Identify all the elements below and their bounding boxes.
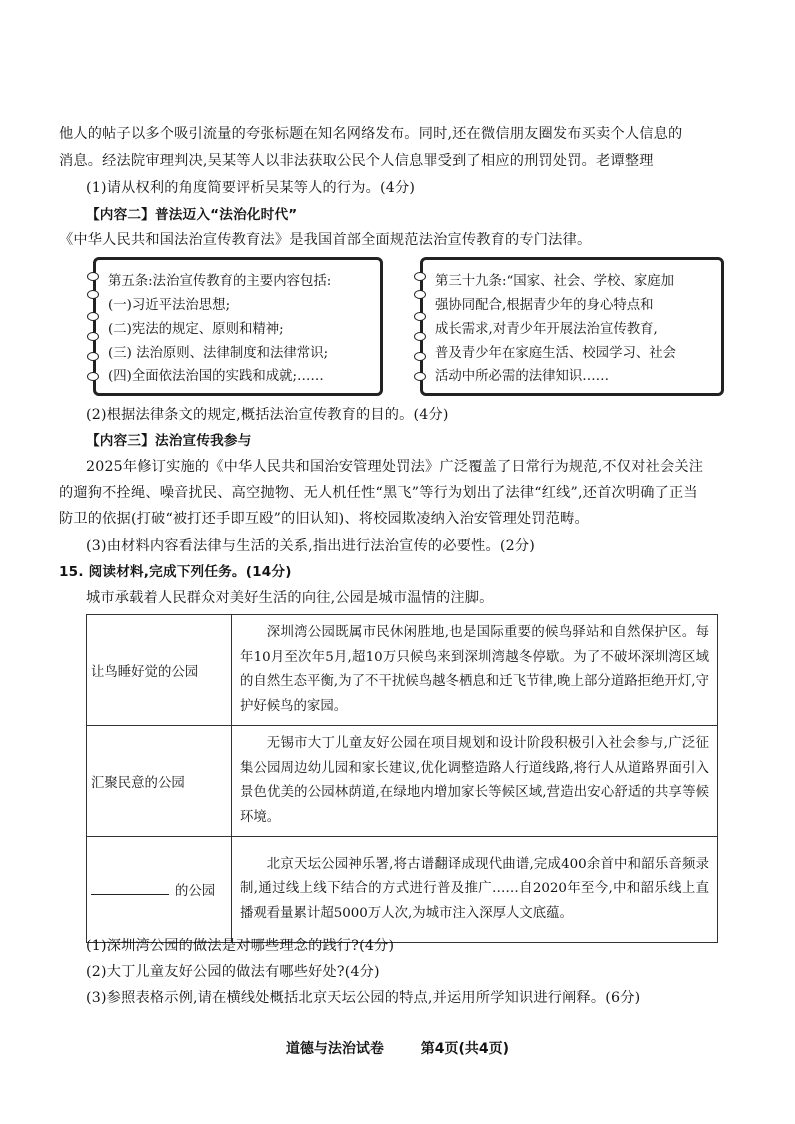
table-row <box>87 837 718 943</box>
question-15-1: (1)深圳湾公园的做法是对哪些理念的践行?(4分) <box>86 938 395 954</box>
binder-ring-icon <box>414 272 426 281</box>
paragraph-line: 2025年修订实施的《中华人民共和国治安管理处罚法》广泛覆盖了日常行为规范,不仅对社会关注 <box>86 459 704 475</box>
page-footer <box>0 1038 795 1058</box>
footer-page-number: 第4页(共4页) <box>420 1041 510 1057</box>
binder-ring-icon <box>87 372 99 381</box>
binder-ring-icon <box>414 372 426 381</box>
binder-ring-icon <box>414 332 426 341</box>
table-row <box>87 726 718 837</box>
box-line: 强协同配合,根据青少年的身心特点和 <box>435 298 654 313</box>
binder-ring-icon <box>87 332 99 341</box>
paragraph-line: 的遛狗不拴绳、噪音扰民、高空抛物、无人机任性“黑飞”等行为划出了法律“红线”,还首次明确了正当 <box>59 485 698 501</box>
section-2-heading: 【内容二】普法迈入“法治化时代” <box>86 207 298 223</box>
question-15-title: 15. 阅读材料,完成下列任务。(14分) <box>59 564 292 580</box>
park-name-cell <box>87 837 232 943</box>
box-line: 第五条:法治宣传教育的主要内容包括: <box>108 274 332 289</box>
binder-ring-icon <box>87 312 99 321</box>
question-1: (1)请从权利的角度简要评析吴某等人的行为。(4分) <box>86 180 416 196</box>
box-line: 普及青少年在家庭生活、校园学习、社会 <box>435 346 677 361</box>
park-name: 的公园 <box>175 884 216 899</box>
section-2-intro: 《中华人民共和国法治宣传教育法》是我国首部全面规范法治宣传教育的专门法律。 <box>59 232 592 248</box>
law-article-39-box <box>420 257 724 396</box>
box-line: 第三十九条:“国家、社会、学校、家庭加 <box>435 274 674 289</box>
box-line: (二)宪法的规定、原则和精神; <box>108 322 284 337</box>
law-article-5-box <box>93 257 383 396</box>
parks-table <box>86 614 718 943</box>
park-name-cell <box>87 726 232 837</box>
park-name: 汇聚民意的公园 <box>91 775 185 791</box>
question-15-3: (3)参照表格示例,请在横线处概括北京天坛公园的特点,并运用所学知识进行阐释。(6分) <box>86 990 641 1006</box>
binder-ring-icon <box>414 312 426 321</box>
box-line: (一)习近平法治思想; <box>108 298 231 313</box>
park-name-cell <box>87 615 232 726</box>
binder-ring-icon <box>87 272 99 281</box>
answer-blank[interactable] <box>91 880 169 895</box>
park-description: 北京天坛公园神乐署,将古谱翻译成现代曲谱,完成400余首中和韶乐音频录制,通过线上线下结合的方式进行普及推广……自2020年至今,中和韶乐线上直播观看量累计超5000万人次,为城市注入深厚人文底蕴。 <box>232 837 718 943</box>
paragraph-line: 消息。经法院审理判决,吴某等人以非法获取公民个人信息罪受到了相应的刑罚处罚。老谭整理 <box>59 153 654 169</box>
question-15-2: (2)大丁儿童友好公园的做法有哪些好处?(4分) <box>86 964 380 980</box>
binder-ring-icon <box>87 352 99 361</box>
footer-subject: 道德与法治试卷 <box>285 1041 384 1057</box>
paragraph-line: 他人的帖子以多个吸引流量的夸张标题在知名网络发布。同时,还在微信朋友圈发布买卖个人信息的 <box>59 126 683 142</box>
section-3-heading: 【内容三】法治宣传我参与 <box>86 433 252 449</box>
box-line: (四)全面依法治国的实践和成就;…… <box>108 369 324 384</box>
box-line: 活动中所必需的法律知识…… <box>435 369 610 384</box>
question-2: (2)根据法律条文的规定,概括法治宣传教育的目的。(4分) <box>86 407 449 423</box>
park-description: 深圳湾公园既属市民休闲胜地,也是国际重要的候鸟驿站和自然保护区。每年10月至次年5月,超10万只候鸟来到深圳湾越冬停歇。为了不破坏深圳湾区域的自然生态平衡,为了不干扰候鸟越冬栖息和迁飞节律,晚上部分道路拒绝开灯,守护好候鸟的家园。 <box>232 615 718 726</box>
box-line: 成长需求,对青少年开展法治宣传教育, <box>435 322 658 337</box>
binder-ring-icon <box>87 290 99 299</box>
question-15-intro: 城市承载着人民群众对美好生活的向往,公园是城市温情的注脚。 <box>86 590 494 606</box>
table-row <box>87 615 718 726</box>
question-3: (3)由材料内容看法律与生活的关系,指出进行法治宣传的必要性。(2分) <box>86 538 535 554</box>
binder-ring-icon <box>414 290 426 299</box>
park-name: 让鸟睡好觉的公园 <box>91 664 199 680</box>
binder-ring-icon <box>414 352 426 361</box>
paragraph-line: 防卫的依据(打破“被打还手即互殴”的旧认知)、将校园欺凌纳入治安管理处罚范畴。 <box>59 511 589 527</box>
park-description: 无锡市大丁儿童友好公园在项目规划和设计阶段积极引入社会参与,广泛征集公园周边幼儿园和家长建议,优化调整造路人行道线路,将行人从道路界面引入景色优美的公园林荫道,在绿地内增加家长等候区域,营造出安心舒适的共享等候环境。 <box>232 726 718 837</box>
box-line: (三) 法治原则、法律制度和法律常识; <box>108 346 329 361</box>
